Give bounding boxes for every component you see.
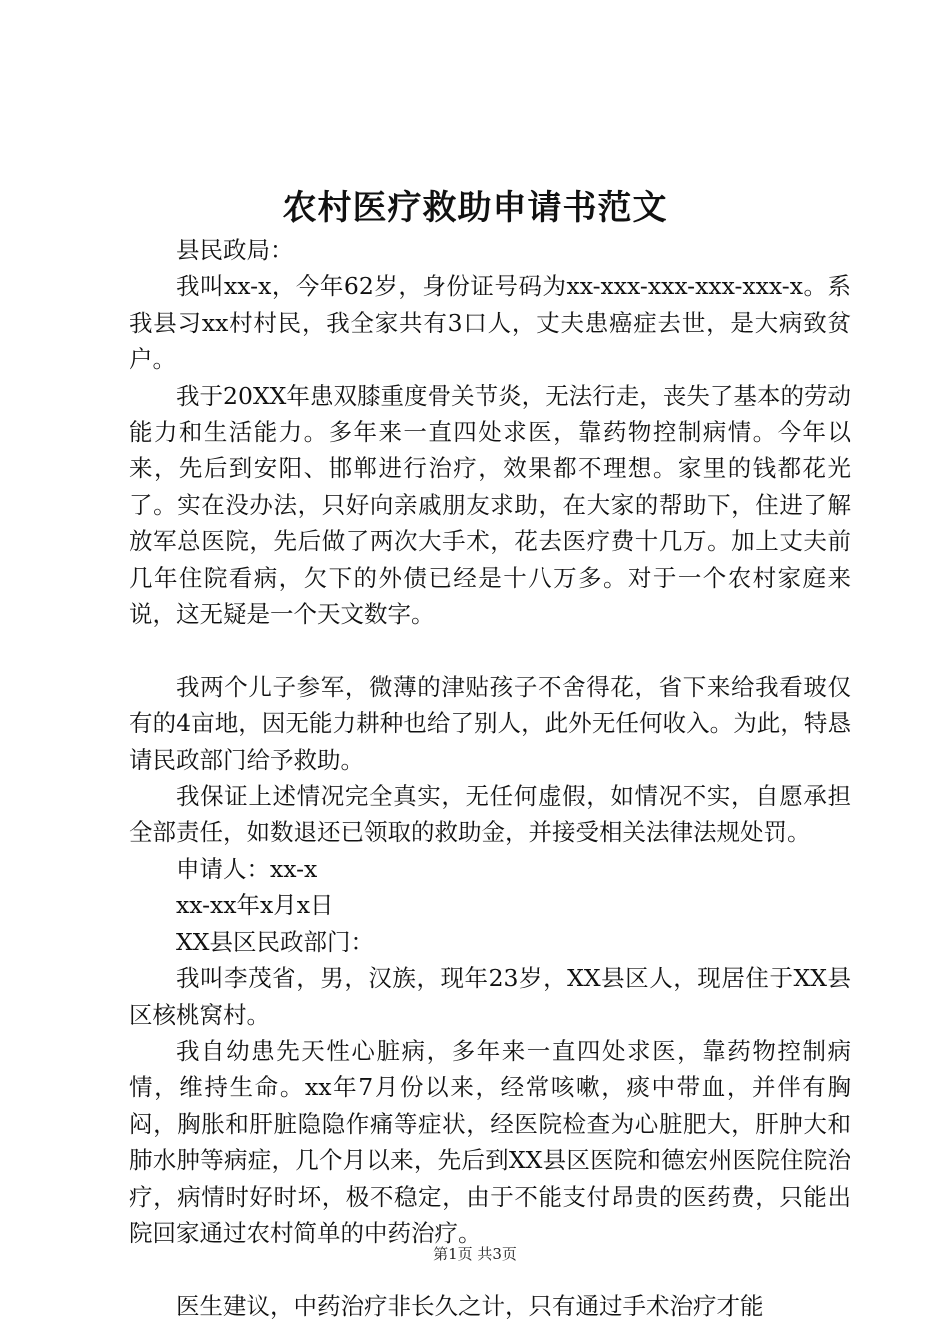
body-paragraph: 我于20XX年患双膝重度骨关节炎，无法行走，丧失了基本的劳动能力和生活能力。多年来一直四处求医，靠药物控制病情。今年以来，先后到安阳、邯郸进行治疗，效果都不理想。家里的钱都花光了。实在没办法，只好向亲戚朋友求助，在大家的帮助下，住进了解放军总医院，先后做了两次大手术，花去医疗费十几万。加上丈夫前几年住院看病，欠下的外债已经是十八万多。对于一个农村家庭来说，这无疑是一个天文数字。 (129, 381, 851, 629)
salutation-paragraph: 县民政局： (176, 236, 294, 264)
date-line: xx-xx年x月x日 (176, 891, 334, 920)
body-paragraph: 医生建议，中药治疗非长久之计，只有通过手术治疗才能 (176, 1291, 764, 1320)
page-number-footer: 第1页 共3页 (433, 1245, 517, 1263)
salutation-paragraph: XX县区民政部门： (176, 927, 374, 956)
document-title: 农村医疗救助申请书范文 (282, 188, 668, 228)
document-body (129, 232, 851, 1324)
applicant-line: 申请人：xx-x (176, 854, 318, 883)
body-paragraph: 我叫李茂省，男，汉族，现年23岁，XX县区人，现居住于XX县区核桃窝村。 (129, 964, 851, 1029)
body-paragraph: 我叫xx-x，今年62岁，身份证号码为xx-xxx-xxx-xxx-xxx-x。系我县习xx村村民，我全家共有3口人，丈夫患癌症去世，是大病致贫户。 (129, 272, 851, 374)
paragraph-gap (129, 632, 851, 668)
body-paragraph: 我两个儿子参军，微薄的津贴孩子不舍得花，省下来给我看玻仅有的4亩地，因无能力耕种也给了别人，此外无任何收入。为此，特恳请民政部门给予救助。 (129, 672, 851, 774)
body-paragraph: 我保证上述情况完全真实，无任何虚假，如情况不实，自愿承担全部责任，如数退还已领取的救助金，并接受相关法律法规处罚。 (129, 782, 851, 847)
body-paragraph: 我自幼患先天性心脏病，多年来一直四处求医，靠药物控制病情，维持生命。xx年7月份以来，经常咳嗽，痰中带血，并伴有胸闷，胸胀和肝脏隐隐作痛等症状，经医院检查为心脏肥大，肝肿大和肺水肿等病症，几个月以来，先后到XX县区医院和德宏州医院住院治疗，病情时好时坏，极不稳定，由于不能支付昂贵的医药费，只能出院回家通过农村简单的中药治疗。 (129, 1036, 851, 1247)
